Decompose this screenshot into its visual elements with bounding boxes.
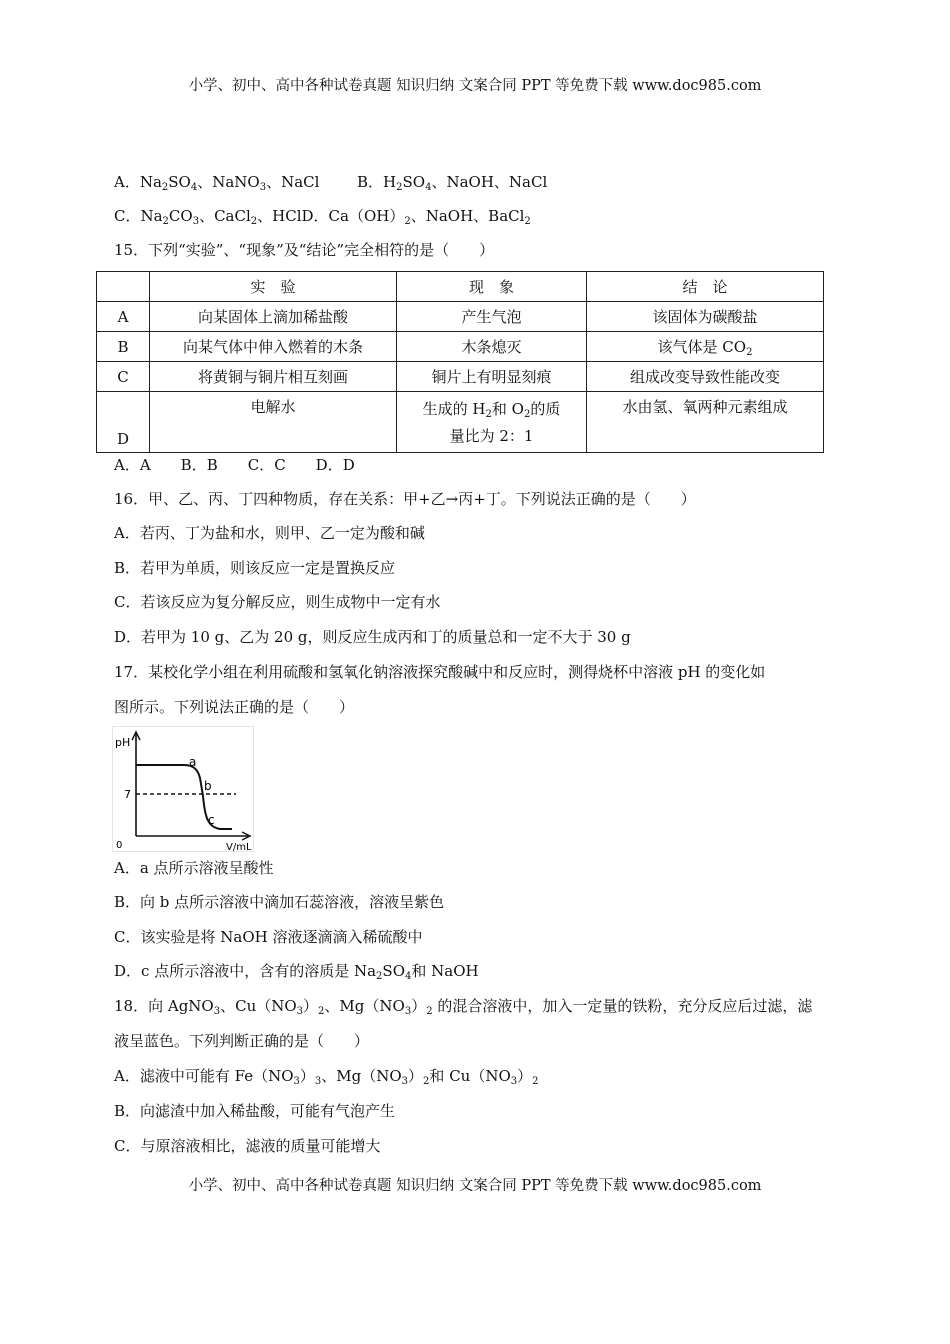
table-cell: 生成的 $H_2$和 $O_2$的质 量比为 2：1: [397, 392, 587, 453]
page-footer: 小学、初中、高中各种试卷真题 知识归纳 文案合同 PPT 等免费下载 www.doc985.com: [188, 1178, 762, 1194]
table-cell: 水由氢、氧两种元素组成: [587, 392, 824, 453]
q14-options-ab: A．$Na_2SO_4$、NaNO$_3$、NaCl B．$H_2SO_4$、NaOH、NaCl: [114, 173, 548, 193]
page-header: 小学、初中、高中各种试卷真题 知识归纳 文案合同 PPT 等免费下载 www.doc985.com: [188, 78, 762, 94]
table-cell: 组成改变导致性能改变: [587, 362, 824, 392]
experiment-table: [96, 271, 824, 453]
q18-stem-line2: 液呈蓝色。下列判断正确的是（ ）: [114, 1032, 370, 1050]
row-label: A: [97, 302, 150, 332]
origin-label: 0: [116, 840, 123, 851]
table-cell: 该固体为碳酸盐: [587, 302, 824, 332]
row-label: B: [97, 332, 150, 362]
row-label: D: [97, 392, 150, 453]
table-cell: 该气体是 $CO_2$: [587, 332, 824, 362]
q18-stem-line1: 18．向 AgNO$_3$、$Cu(NO_3)_2$、$Mg(NO_3)_2$ 的混合溶液中，加入一定量的铁粉，充分反应后过滤，滤: [114, 997, 813, 1017]
table-cell: 产生气泡: [397, 302, 587, 332]
point-a-label: a: [189, 755, 197, 769]
q17-option-c: C．该实验是将 NaOH 溶液逐滴滴入稀硫酸中: [114, 928, 423, 946]
q17-option-a: A．a 点所示溶液呈酸性: [114, 859, 274, 877]
q18-option-a: A．滤液中可能有 $Fe(NO_3)_3$、$Mg(NO_3)_2$和 $Cu(NO_3)_2$: [114, 1067, 539, 1087]
table-header-cell: 结 论: [587, 272, 824, 302]
q15-options: A．A B．B C．C D．D: [114, 456, 355, 474]
table-cell: 将黄铜与铜片相互刻画: [150, 362, 397, 392]
q18-option-b: B．向滤渣中加入稀盐酸，可能有气泡产生: [114, 1102, 396, 1120]
q16-stem: 16．甲、乙、丙、丁四种物质，存在关系：甲+乙→丙+丁。下列说法正确的是（ ）: [114, 490, 696, 508]
q16-option-a: A．若丙、丁为盐和水，则甲、乙一定为酸和碱: [114, 524, 425, 542]
chart-frame: [113, 727, 254, 852]
table-header-row: [97, 272, 824, 302]
table-header-cell: 实 验: [150, 272, 397, 302]
ph-curve-chart: [112, 726, 254, 852]
q14-options-cd: C．$Na_2CO_3$、CaCl$_2$、HClD．$Ca(OH)_2$、NaOH、BaCl$_2$: [114, 207, 531, 227]
y-axis-label: pH: [115, 736, 131, 749]
x-axis-label: V/mL: [226, 842, 252, 852]
row-label: C: [97, 362, 150, 392]
table-row: [97, 332, 824, 362]
q16-option-b: B．若甲为单质，则该反应一定是置换反应: [114, 559, 396, 577]
point-b-label: b: [204, 779, 212, 793]
q15-stem: 15．下列“实验”、“现象”及“结论”完全相符的是（ ）: [114, 241, 495, 259]
q17-stem-line2: 图所示。下列说法正确的是（ ）: [114, 698, 355, 716]
q16-option-d: D．若甲为 10 g、乙为 20 g，则反应生成丙和丁的质量总和一定不大于 30 g: [114, 628, 631, 646]
q17-option-b: B．向 b 点所示溶液中滴加石蕊溶液，溶液呈紫色: [114, 893, 445, 911]
q16-option-c: C．若该反应为复分解反应，则生成物中一定有水: [114, 593, 441, 611]
table-cell: 木条熄灭: [397, 332, 587, 362]
table-cell: 电解水: [150, 392, 397, 453]
q18-option-c: C．与原溶液相比，滤液的质量可能增大: [114, 1137, 381, 1155]
table-cell: 向某固体上滴加稀盐酸: [150, 302, 397, 332]
y-tick-7: 7: [124, 788, 131, 801]
table-cell: 向某气体中伸入燃着的木条: [150, 332, 397, 362]
table-row: [97, 302, 824, 332]
table-row: [97, 392, 824, 453]
table-cell: 铜片上有明显刻痕: [397, 362, 587, 392]
table-row: [97, 362, 824, 392]
q17-stem-line1: 17．某校化学小组在利用硫酸和氢氧化钠溶液探究酸碱中和反应时，测得烧杯中溶液 pH 的变化如: [114, 663, 766, 681]
q17-option-d: D．c 点所示溶液中，含有的溶质是 $Na_2SO_4$和 NaOH: [114, 962, 479, 982]
table-header-cell: 现 象: [397, 272, 587, 302]
point-c-label: c: [208, 813, 215, 827]
table-header-blank: [97, 272, 150, 302]
